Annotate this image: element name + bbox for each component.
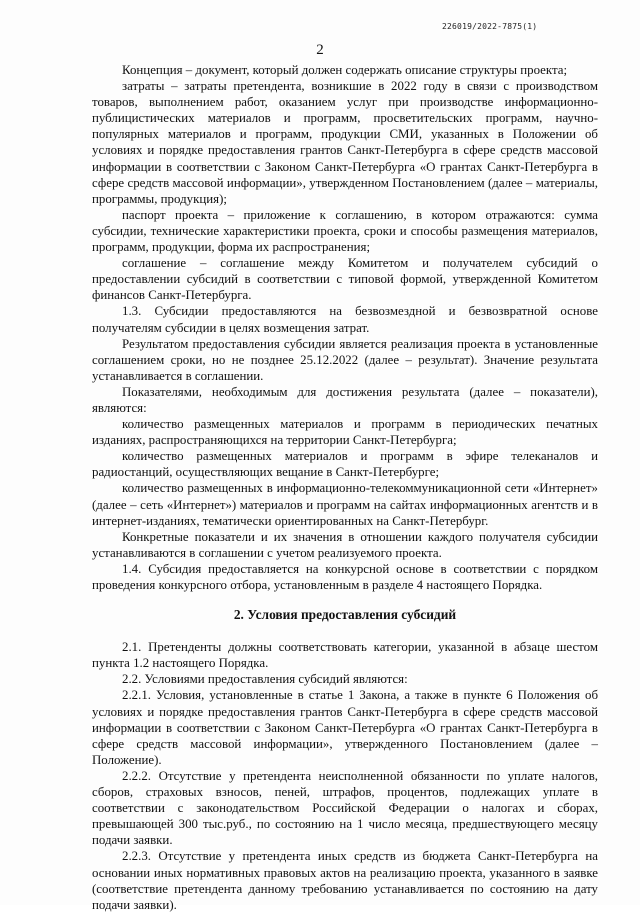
paragraph: Результатом предоставления субсидии является реализация проекта в установленные соглашением сроки, но не позднее 25.12.2022 (далее – результат). Значение результата устанавливается в соглашении. [92, 336, 598, 383]
paragraph: 1.4. Субсидия предоставляется на конкурсной основе в соответствии с порядком проведения конкурсного отбора, установленным в разделе 4 настоящего Порядка. [92, 561, 598, 592]
paragraph: количество размещенных материалов и программ в эфире телеканалов и радиостанций, осуществляющих вещание в Санкт-Петербурге; [92, 449, 598, 480]
paragraph: Концепция – документ, который должен содержать описание структуры проекта; [122, 63, 568, 77]
paragraph: 2.2.1. Условия, установленные в статье 1 Закона, а также в пункте 6 Положения об условиях и порядке предоставления грантов Санкт-Петербурга в сфере средств массовой информации в соответствии с Законом Санкт-Петербурга «О грантах Санкт-Петербурга в сфере средств массовой информации», утвержденного Постановлением (далее – Положение). [92, 688, 598, 767]
page-number: 2 [316, 42, 324, 58]
paragraph: количество размещенных материалов и программ в периодических печатных изданиях, распространяющихся на территории Санкт-Петербурга; [92, 417, 598, 448]
section-heading: 2. Условия предоставления субсидий [233, 607, 457, 623]
paragraph: Показателями, необходимым для достижения результата (далее – показатели), являются: [92, 384, 598, 415]
paragraph: затраты – затраты претендента, возникшие в 2022 году в связи с производством товаров, выполнением работ, оказанием услуг при производстве информационно-публицистических материалов и программ, просветительских программ, научно-популярных материалов и программ, продукции СМИ, указанных в Положении об условиях и порядке предоставления грантов Санкт-Петербурга в сфере средств массовой информации в соответствии с Законом Санкт-Петербурга «О грантах Санкт-Петербурга в сфере средств массовой информации», утвержденном Постановлением (далее – материалы, программы, продукция); [92, 79, 598, 206]
paragraph: Конкретные показатели и их значения в отношении каждого получателя субсидии устанавливаются в соглашении с учетом реализуемого проекта. [92, 529, 598, 560]
paragraph: 2.2.3. Отсутствие у претендента иных средств из бюджета Санкт-Петербурга на основании иных нормативных правовых актов на реализацию проекта, указанного в заявке (соответствие претендента данному требованию устанавливается по состоянию на дату подачи заявки). [92, 849, 598, 912]
paragraph: количество размещенных в информационно-телекоммуникационной сети «Интернет» (далее – сеть «Интернет») материалов и программ на сайтах информационных агентств и в интернет-изданиях, тематически ориентированных на Санкт-Петербург. [92, 481, 598, 528]
paragraph: 2.2. Условиями предоставления субсидий являются: [122, 672, 408, 687]
paragraph: 1.3. Субсидии предоставляются на безвозмездной и безвозвратной основе получателям субсидии в целях возмещения затрат. [92, 304, 598, 335]
paragraph: соглашение – соглашение между Комитетом и получателем субсидий о предоставлении субсидий в соответствии с типовой формой, утвержденной Комитетом финансов Санкт-Петербурга. [92, 256, 598, 303]
paragraph: 2.1. Претенденты должны соответствовать категории, указанной в абзаце шестом пункта 1.2 настоящего Порядка. [92, 640, 598, 671]
document-body [92, 62, 598, 913]
paragraph: паспорт проекта – приложение к соглашению, в котором отражаются: сумма субсидии, технические характеристики проекта, сроки и способы размещения материалов, программ, продукции, форма их распространения; [92, 207, 598, 255]
paragraph: 2.2.2. Отсутствие у претендента неисполненной обязанности по уплате налогов, сборов, страховых взносов, пеней, штрафов, процентов, подлежащих уплате в соответствии с законодательством Российской Федерации о налогах и сборах, превышающей 300 тыс.руб., по состоянию на 1 число месяца, предшествующего месяцу подачи заявки. [92, 768, 598, 848]
document-number: 226019/2022-7875(1) [442, 22, 538, 31]
